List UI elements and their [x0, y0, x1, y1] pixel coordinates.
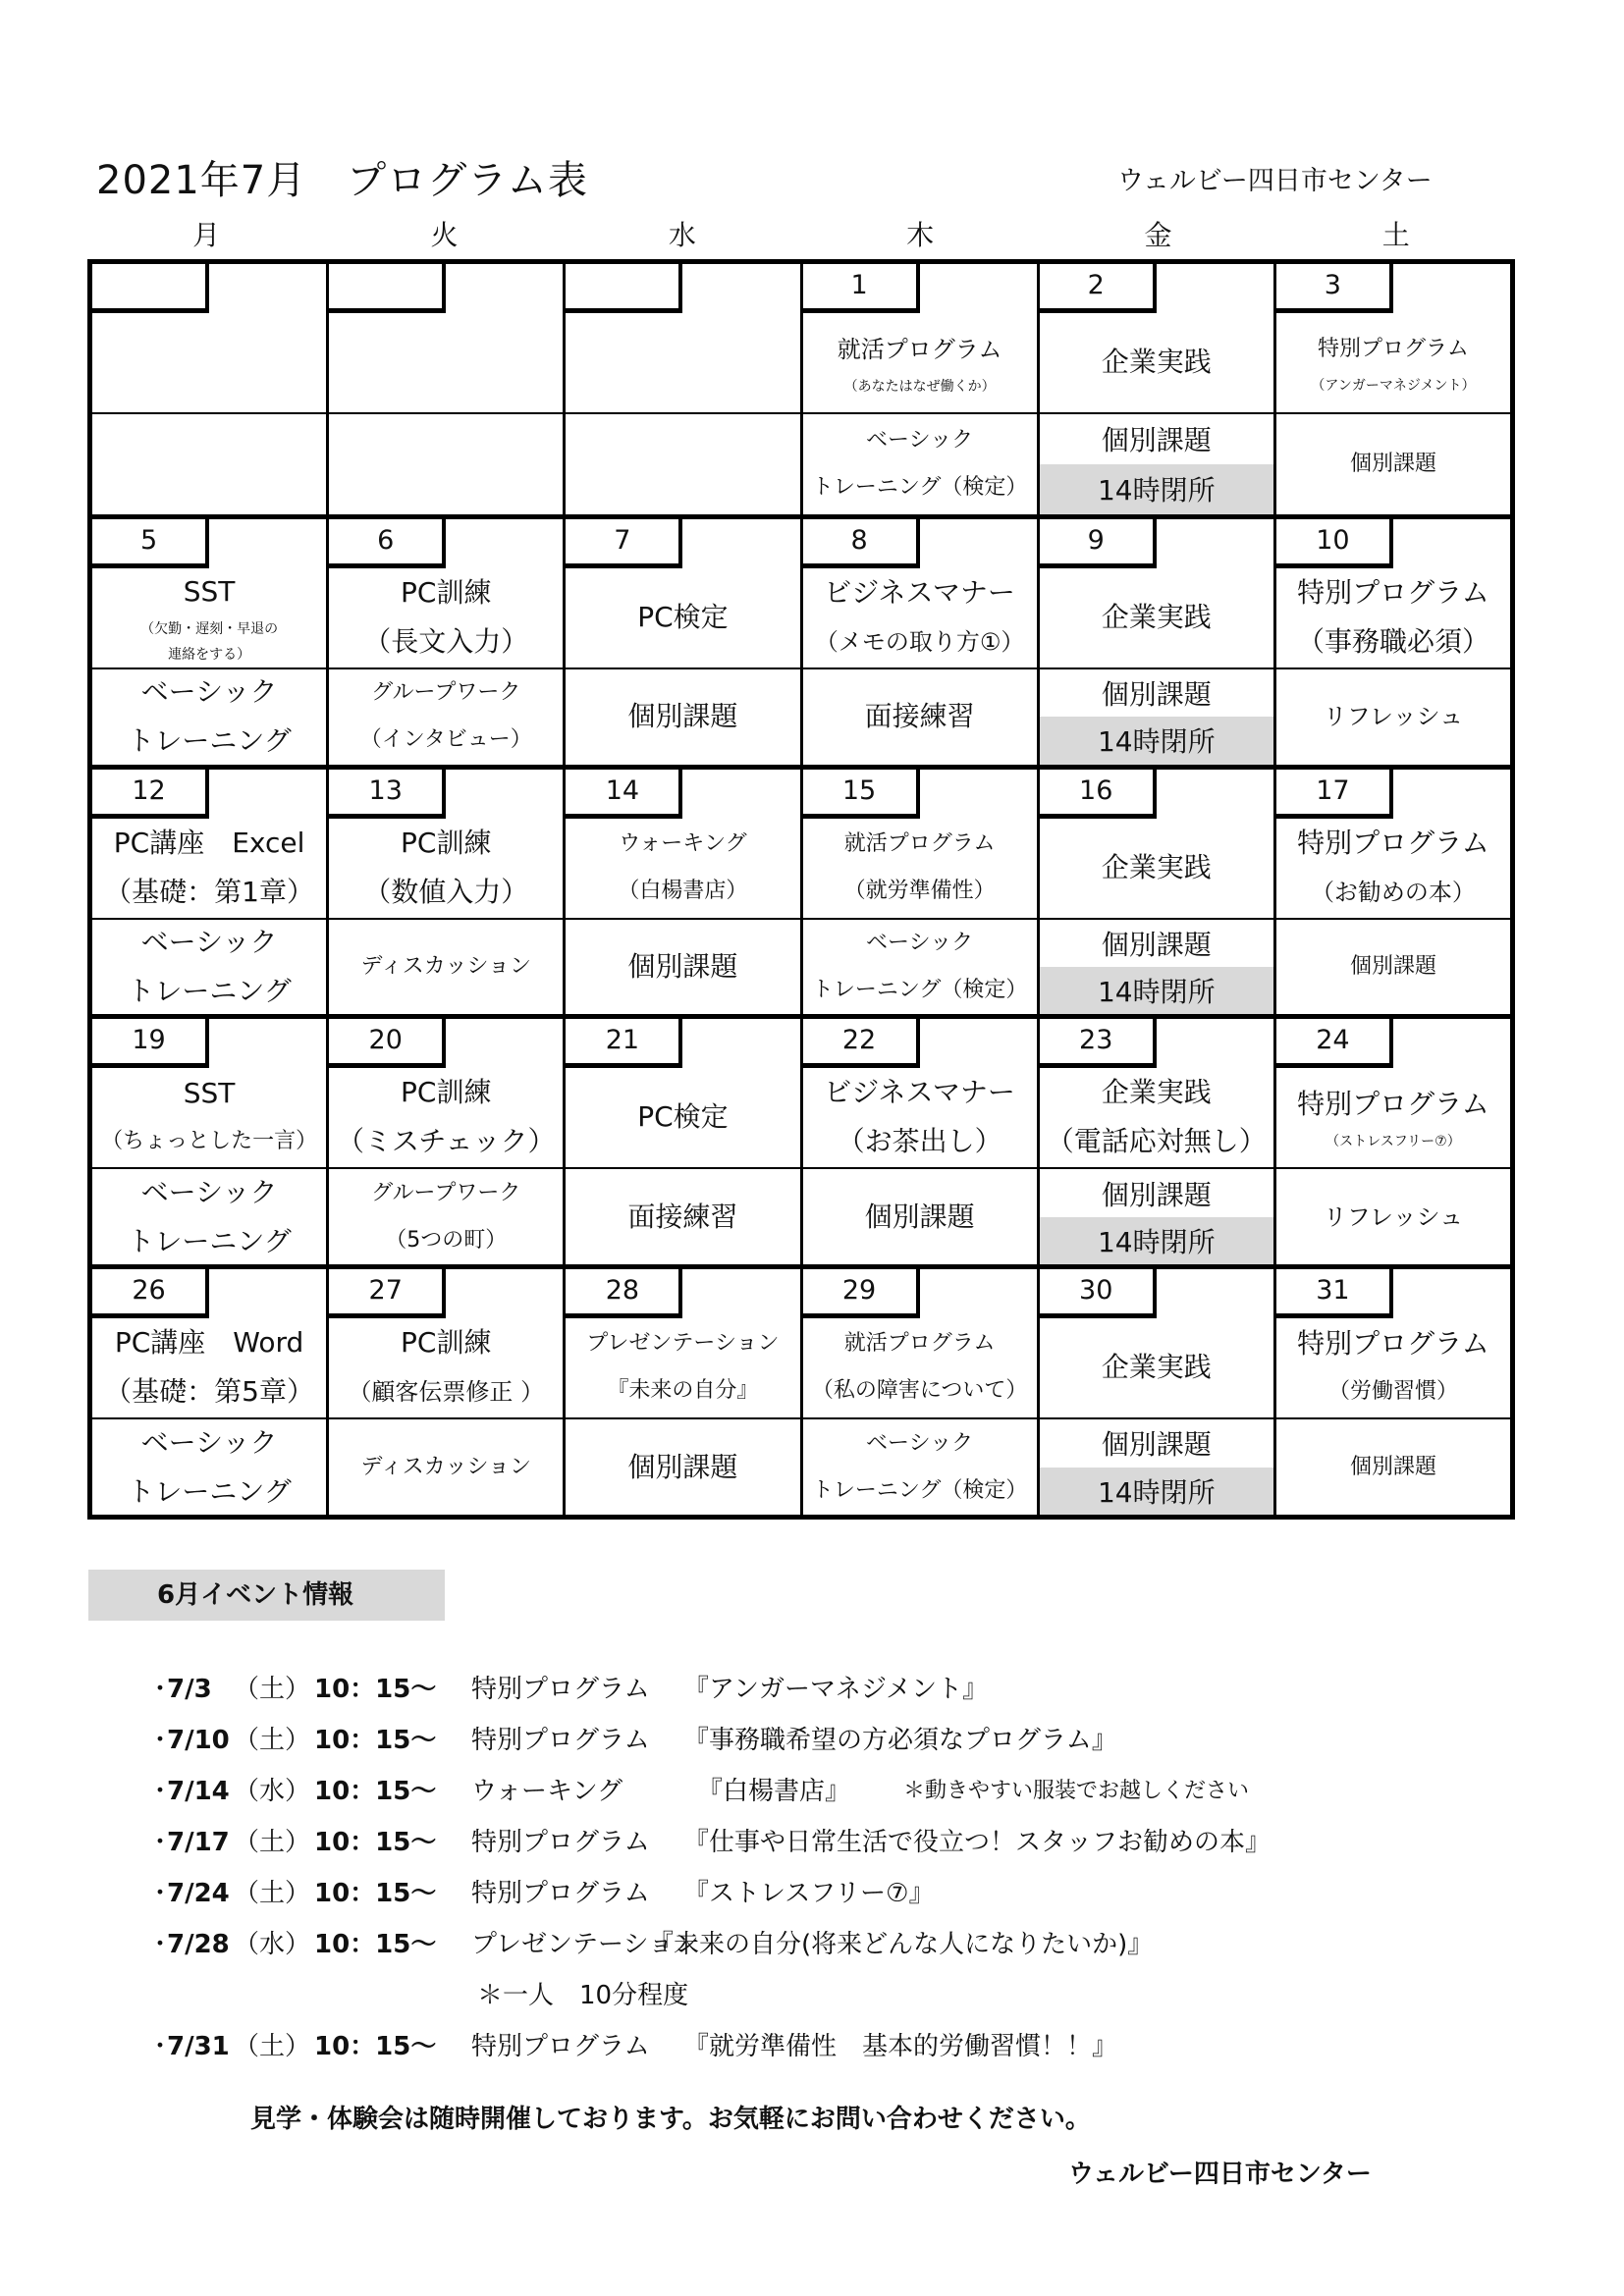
date-number: 30 — [1040, 1269, 1157, 1318]
program-text: トレーニング — [127, 975, 292, 1007]
event-item — [147, 1715, 1522, 1766]
morning-program — [1276, 568, 1510, 667]
early-closing-notice: 14時閉所 — [1040, 717, 1273, 764]
weekday-fri: 金 — [1144, 219, 1172, 251]
event-weekday: （土） — [234, 1828, 311, 1857]
morning-program — [329, 568, 563, 667]
day-cell — [566, 264, 802, 514]
event-date: 7/31 — [167, 2032, 230, 2061]
event-item — [147, 1919, 1522, 1970]
event-note: ＊動きやすい服装でお越しください — [903, 1779, 1250, 1803]
morning-program — [329, 1318, 563, 1416]
date-number: 23 — [1040, 1019, 1157, 1068]
program-text: 特別プログラム — [1297, 1327, 1489, 1361]
day-cell — [1276, 1019, 1510, 1264]
event-title: 『就労準備性 基本的労働習慣！！』 — [683, 2032, 1118, 2061]
event-title: 『未来の自分(将来どんな人になりたいか)』 — [648, 1930, 1154, 1959]
day-cell — [92, 264, 329, 514]
day-cell — [566, 1019, 802, 1264]
program-text: 面接練習 — [864, 700, 975, 733]
day-cell — [803, 770, 1040, 1015]
event-note: ＊一人 10分程度 — [477, 1981, 689, 2010]
event-program: 特別プログラム — [471, 1879, 650, 1908]
program-text: SST — [183, 1077, 236, 1110]
afternoon-program — [1276, 1167, 1510, 1264]
day-cell — [92, 1019, 329, 1264]
date-number: 29 — [803, 1269, 920, 1318]
footer-message: 見学・体験会は随時開催しております。お気軽にお問い合わせください。 — [250, 2105, 1091, 2134]
day-cell — [566, 1269, 802, 1515]
program-text: 個別課題 — [1101, 928, 1212, 961]
program-text: PC検定 — [637, 600, 729, 633]
events-header: 6月イベント情報 — [88, 1570, 445, 1621]
program-text: （数値入力） — [363, 875, 529, 908]
afternoon-program — [329, 918, 563, 1015]
event-time: 10：15～ — [314, 1726, 437, 1755]
afternoon-program — [92, 1167, 326, 1264]
day-cell — [329, 1019, 566, 1264]
event-time: 10：15～ — [314, 1930, 437, 1959]
day-cell — [1040, 519, 1276, 765]
day-cell — [1276, 264, 1510, 514]
event-bullet: ・ — [147, 1726, 174, 1755]
date-number: 21 — [566, 1019, 682, 1068]
program-text: 特別プログラム — [1318, 337, 1469, 361]
morning-program — [1040, 1068, 1273, 1166]
program-text: 個別課題 — [627, 1450, 738, 1483]
morning-program — [1040, 313, 1273, 411]
program-text: 企業実践 — [1101, 1351, 1212, 1384]
program-text: 面接練習 — [627, 1200, 738, 1233]
afternoon-program — [329, 667, 563, 765]
program-text: PC訓練 — [401, 1326, 492, 1360]
afternoon-program — [1276, 1417, 1510, 1515]
morning-program — [92, 313, 326, 411]
event-title: 『アンガーマネジメント』 — [683, 1675, 989, 1704]
program-text: 特別プログラム — [1297, 1088, 1489, 1121]
day-cell — [329, 264, 566, 514]
program-text: ビジネスマナー — [824, 575, 1015, 609]
program-text: 個別課題 — [1101, 1178, 1212, 1211]
event-bullet: ・ — [147, 1879, 174, 1908]
afternoon-program — [803, 412, 1037, 514]
calendar-week — [92, 1014, 1510, 1264]
calendar-week — [92, 514, 1510, 765]
program-text: （お茶出し） — [837, 1125, 1002, 1158]
morning-program — [1276, 313, 1510, 411]
program-text: トレーニング — [127, 1224, 292, 1257]
afternoon-program — [1276, 667, 1510, 765]
day-cell — [1040, 1269, 1276, 1515]
afternoon-program — [92, 1417, 326, 1515]
day-cell — [803, 264, 1040, 514]
program-text: ディスカッション — [360, 953, 532, 979]
program-text: ベーシック — [140, 1175, 278, 1208]
afternoon-program — [803, 1167, 1037, 1264]
afternoon-program — [92, 412, 326, 514]
program-text: トレーニング — [127, 724, 292, 758]
event-item — [147, 1868, 1522, 1919]
event-bullet: ・ — [147, 1828, 174, 1857]
page-title: 2021年7月 プログラム表 — [96, 158, 588, 203]
program-text: （長文入力） — [363, 624, 529, 658]
program-text: SST — [183, 574, 236, 608]
afternoon-program — [1040, 918, 1273, 1015]
event-date: 7/14 — [167, 1777, 230, 1806]
program-text: トレーニング（検定） — [811, 1477, 1028, 1503]
day-cell — [803, 1019, 1040, 1264]
morning-program — [803, 1068, 1037, 1166]
program-text: リフレッシュ — [1323, 703, 1464, 731]
date-number — [566, 264, 682, 313]
program-text: ベーシック — [140, 1425, 278, 1459]
date-number: 15 — [803, 770, 920, 819]
program-text: リフレッシュ — [1323, 1202, 1464, 1231]
afternoon-program — [329, 412, 563, 514]
event-bullet: ・ — [147, 2032, 174, 2061]
day-cell — [803, 1269, 1040, 1515]
program-text: 企業実践 — [1101, 346, 1212, 378]
event-date: 7/28 — [167, 1930, 230, 1959]
event-weekday: （水） — [234, 1930, 311, 1959]
event-item — [147, 1970, 1522, 2021]
day-cell — [92, 519, 329, 765]
afternoon-program — [1040, 412, 1273, 514]
program-text: PC訓練 — [401, 1076, 492, 1109]
calendar-week — [92, 264, 1510, 514]
program-text: 『未来の自分』 — [607, 1378, 759, 1404]
program-text: （労働習慣） — [1327, 1379, 1458, 1405]
program-text: PC講座 Word — [114, 1326, 304, 1360]
day-cell — [803, 519, 1040, 765]
program-text: （メモの取り方①） — [814, 627, 1025, 656]
program-text: グループワーク — [371, 680, 521, 706]
morning-program — [329, 313, 563, 411]
program-text: 個別課題 — [1101, 677, 1212, 711]
program-text: （私の障害について） — [811, 1378, 1028, 1404]
date-number: 16 — [1040, 770, 1157, 819]
date-number: 6 — [329, 519, 446, 568]
weekday-tue: 火 — [430, 219, 459, 251]
morning-program — [1040, 819, 1273, 917]
morning-program — [566, 1068, 799, 1166]
event-date: 7/10 — [167, 1726, 230, 1755]
afternoon-program — [803, 1417, 1037, 1515]
event-time: 10：15～ — [314, 1828, 437, 1857]
event-bullet: ・ — [147, 1930, 174, 1959]
program-text: 個別課題 — [1349, 1454, 1436, 1479]
event-program: ウォーキング — [471, 1777, 623, 1806]
program-text: ベーシック — [140, 926, 278, 958]
day-cell — [1276, 519, 1510, 765]
event-program: 特別プログラム — [471, 2032, 650, 2061]
morning-program — [566, 313, 799, 411]
program-text: プレゼンテーション — [586, 1331, 780, 1357]
program-text: 個別課題 — [1349, 451, 1436, 476]
program-text: 個別課題 — [627, 700, 738, 733]
program-text: グループワーク — [371, 1180, 521, 1205]
morning-program — [92, 568, 326, 667]
event-weekday: （土） — [234, 1879, 311, 1908]
date-number: 7 — [566, 519, 682, 568]
morning-program — [1276, 819, 1510, 917]
event-program: 特別プログラム — [471, 1675, 650, 1704]
program-text: （就労準備性） — [843, 878, 996, 903]
program-text: （基礎：第1章） — [104, 875, 314, 908]
afternoon-program — [1276, 412, 1510, 514]
program-text: （ちょっとした一言） — [101, 1129, 318, 1154]
date-number: 14 — [566, 770, 682, 819]
program-text: 個別課題 — [864, 1200, 975, 1233]
date-number: 27 — [329, 1269, 446, 1318]
date-number: 13 — [329, 770, 446, 819]
event-title: 『白楊書店』 — [697, 1777, 851, 1806]
program-text: ベーシック — [140, 675, 278, 709]
date-number: 8 — [803, 519, 920, 568]
calendar-week — [92, 1264, 1510, 1515]
afternoon-program — [1040, 1167, 1273, 1264]
program-calendar — [87, 259, 1515, 1520]
program-text: （お勧めの本） — [1310, 878, 1476, 906]
morning-program — [1040, 1318, 1273, 1416]
morning-program — [803, 1318, 1037, 1416]
event-program: 特別プログラム — [471, 1726, 650, 1755]
organization-header: ウェルビー四日市センター — [1117, 166, 1433, 196]
date-number: 20 — [329, 1019, 446, 1068]
morning-program — [566, 1318, 799, 1416]
early-closing-notice: 14時閉所 — [1040, 1468, 1273, 1515]
day-cell — [1040, 264, 1276, 514]
event-weekday: （土） — [234, 2032, 311, 2061]
footer-organization: ウェルビー四日市センター — [1068, 2160, 1372, 2189]
weekday-wed: 水 — [668, 219, 696, 251]
date-number: 17 — [1276, 770, 1393, 819]
morning-program — [566, 819, 799, 917]
date-number: 22 — [803, 1019, 920, 1068]
morning-program — [1276, 1068, 1510, 1166]
morning-program — [803, 313, 1037, 411]
program-text: 特別プログラム — [1297, 575, 1489, 609]
event-bullet: ・ — [147, 1777, 174, 1806]
date-number: 5 — [92, 519, 209, 568]
events-list — [147, 1664, 1522, 2072]
program-text: ウォーキング — [619, 830, 747, 856]
date-number: 10 — [1276, 519, 1393, 568]
program-text: 就活プログラム — [843, 1331, 996, 1357]
afternoon-program — [566, 1167, 799, 1264]
afternoon-program — [566, 1417, 799, 1515]
day-cell — [1276, 770, 1510, 1015]
morning-program — [1040, 568, 1273, 667]
date-number: 19 — [92, 1019, 209, 1068]
program-text: 企業実践 — [1101, 600, 1212, 633]
afternoon-program — [1040, 667, 1273, 765]
morning-program — [329, 1068, 563, 1166]
program-text: ベーシック — [866, 427, 974, 453]
program-text: 個別課題 — [1101, 1428, 1212, 1462]
event-date: 7/24 — [167, 1879, 230, 1908]
afternoon-program — [1040, 1417, 1273, 1515]
program-text: （ミスチェック） — [336, 1125, 556, 1158]
program-text: （インタビュー） — [359, 727, 532, 753]
day-cell — [329, 1269, 566, 1515]
morning-program — [329, 819, 563, 917]
date-number — [329, 264, 446, 313]
event-title: 『事務職希望の方必須なプログラム』 — [683, 1726, 1117, 1755]
afternoon-program — [803, 918, 1037, 1015]
program-text: （5つの町） — [385, 1227, 508, 1253]
program-text: トレーニング — [127, 1474, 292, 1508]
program-text: （アンガーマネジメント） — [1311, 378, 1476, 394]
program-text: 就活プログラム — [837, 336, 1002, 363]
program-text: PC検定 — [637, 1100, 729, 1134]
event-item — [147, 1817, 1522, 1868]
weekday-sat: 土 — [1381, 219, 1410, 251]
date-number: 24 — [1276, 1019, 1393, 1068]
date-number: 1 — [803, 264, 920, 313]
weekday-mon: 月 — [192, 219, 221, 251]
event-date: 7/3 — [167, 1675, 212, 1704]
day-cell — [566, 519, 802, 765]
program-text: （基礎：第5章） — [104, 1375, 314, 1409]
program-text: （電話応対無し） — [1046, 1125, 1267, 1158]
program-text: （白楊書店） — [618, 878, 748, 903]
afternoon-program — [92, 918, 326, 1015]
program-text: ベーシック — [866, 930, 974, 955]
early-closing-notice: 14時閉所 — [1040, 967, 1273, 1014]
program-text: PC訓練 — [401, 575, 492, 609]
date-number: 26 — [92, 1269, 209, 1318]
program-text: （ストレスフリー⑦） — [1326, 1134, 1461, 1150]
program-text: ベーシック — [866, 1430, 974, 1456]
event-weekday: （土） — [234, 1726, 311, 1755]
program-text: PC訓練 — [401, 826, 492, 859]
program-text: （欠勤・遅刻・早退の — [140, 620, 279, 637]
program-text: 企業実践 — [1101, 1076, 1212, 1109]
afternoon-program — [566, 667, 799, 765]
event-bullet: ・ — [147, 1675, 174, 1704]
day-cell — [1276, 1269, 1510, 1515]
program-text: トレーニング（検定） — [811, 977, 1028, 1002]
event-program: プレゼンテーション — [471, 1930, 699, 1959]
program-text: 企業実践 — [1101, 850, 1212, 883]
event-time: 10：15～ — [314, 2032, 437, 2061]
program-text: 個別課題 — [1101, 424, 1212, 457]
program-text: （あなたはなぜ働くか） — [843, 379, 996, 395]
afternoon-program — [566, 918, 799, 1015]
calendar-week — [92, 765, 1510, 1015]
event-weekday: （土） — [234, 1675, 311, 1704]
day-cell — [329, 519, 566, 765]
day-cell — [1040, 1019, 1276, 1264]
morning-program — [803, 819, 1037, 917]
date-number: 3 — [1276, 264, 1393, 313]
event-item — [147, 1766, 1522, 1817]
morning-program — [1276, 1318, 1510, 1416]
date-number: 12 — [92, 770, 209, 819]
morning-program — [92, 819, 326, 917]
day-cell — [92, 1269, 329, 1515]
event-item — [147, 1664, 1522, 1715]
program-text: トレーニング（検定） — [811, 474, 1028, 500]
program-text: 就活プログラム — [843, 830, 996, 856]
event-item — [147, 2021, 1522, 2072]
program-text: 特別プログラム — [1297, 826, 1489, 859]
event-time: 10：15～ — [314, 1879, 437, 1908]
event-program: 特別プログラム — [471, 1828, 650, 1857]
program-text: 個別課題 — [627, 949, 738, 983]
program-text: （顧客伝票修正 ） — [348, 1378, 545, 1407]
afternoon-program — [329, 1417, 563, 1515]
date-number: 2 — [1040, 264, 1157, 313]
day-cell — [329, 770, 566, 1015]
event-date: 7/17 — [167, 1828, 230, 1857]
afternoon-program — [803, 667, 1037, 765]
early-closing-notice: 14時閉所 — [1040, 464, 1273, 514]
afternoon-program — [329, 1167, 563, 1264]
program-text: 個別課題 — [1349, 953, 1436, 979]
morning-program — [92, 1068, 326, 1166]
date-number: 28 — [566, 1269, 682, 1318]
program-text: ビジネスマナー — [824, 1076, 1015, 1109]
event-title: 『仕事や日常生活で役立つ！スタッフお勧めの本』 — [683, 1828, 1272, 1857]
date-number — [92, 264, 209, 313]
weekday-header-row — [87, 214, 1515, 253]
date-number: 31 — [1276, 1269, 1393, 1318]
event-weekday: （水） — [234, 1777, 311, 1806]
early-closing-notice: 14時閉所 — [1040, 1217, 1273, 1264]
afternoon-program — [566, 412, 799, 514]
afternoon-program — [1276, 918, 1510, 1015]
morning-program — [803, 568, 1037, 667]
morning-program — [566, 568, 799, 667]
event-title: 『ストレスフリー⑦』 — [683, 1879, 935, 1908]
program-text: 連絡をする） — [168, 646, 251, 663]
event-time: 10：15～ — [314, 1675, 437, 1704]
program-text: （事務職必須） — [1296, 624, 1489, 658]
afternoon-program — [92, 667, 326, 765]
program-text: ディスカッション — [360, 1454, 532, 1479]
program-text: PC講座 Excel — [113, 826, 305, 859]
day-cell — [566, 770, 802, 1015]
morning-program — [92, 1318, 326, 1416]
date-number: 9 — [1040, 519, 1157, 568]
day-cell — [1040, 770, 1276, 1015]
weekday-thu: 木 — [906, 219, 935, 251]
day-cell — [92, 770, 329, 1015]
event-time: 10：15～ — [314, 1777, 437, 1806]
